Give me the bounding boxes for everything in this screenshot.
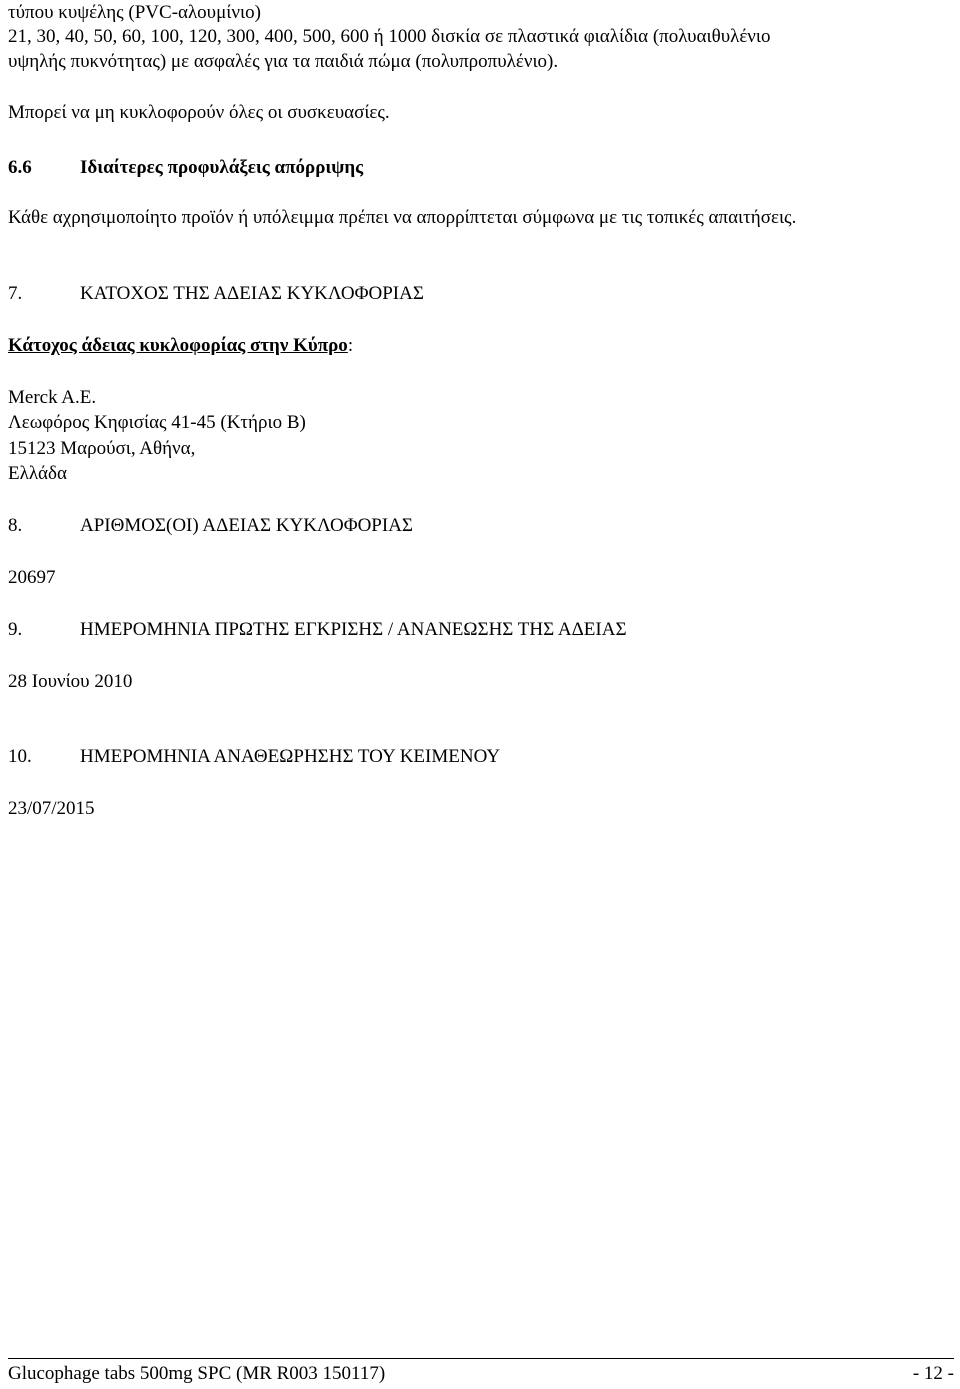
address-line-4: Ελλάδα (8, 463, 67, 484)
section-6-6-title: Ιδιαίτερες προφυλάξεις απόρριψης (80, 157, 364, 178)
section-8-heading (8, 514, 413, 538)
document-page (8, 0, 954, 1389)
address-line-2: Λεωφόρος Κηφισίας 41-45 (Κτήριο Β) (8, 412, 306, 433)
address-line-1: Merck A.E. (8, 387, 97, 408)
footer-document-id: Glucophage tabs 500mg SPC (MR R003 150117) (8, 1363, 386, 1384)
address-line-3: 15123 Μαρούσι, Αθήνα, (8, 438, 196, 459)
packaging-note: Μπορεί να μη κυκλοφορούν όλες οι συσκευασίες. (8, 102, 390, 123)
footer-page-number: - 12 - (912, 1363, 954, 1384)
packaging-line-3: υψηλής πυκνότητας) με ασφαλές για τα παιδιά πώμα (πολυπροπυλένιο). (8, 51, 559, 72)
section-6-6-heading (8, 156, 363, 180)
section-10-number: 10. (8, 746, 32, 767)
section-10-heading (8, 745, 500, 769)
holder-label: Κάτοχος άδειας κυκλοφορίας στην Κύπρο (8, 335, 348, 356)
section-9-title: ΗΜΕΡΟΜΗΝΙΑ ΠΡΩΤΗΣ ΕΓΚΡΙΣΗΣ / ΑΝΑΝΕΩΣΗΣ ΤΗΣ ΑΔΕΙΑΣ (80, 619, 627, 640)
section-7-number: 7. (8, 283, 23, 304)
section-7-title: ΚΑΤΟΧΟΣ ΤΗΣ ΑΔΕΙΑΣ ΚΥΚΛΟΦΟΡΙΑΣ (80, 283, 424, 304)
section-9-number: 9. (8, 619, 23, 640)
holder-label-colon: : (347, 335, 354, 356)
section-6-6-body: Κάθε αχρησιμοποίητο προϊόν ή υπόλειμμα πρέπει να απορρίπτεται σύμφωνα με τις τοπικές απαιτήσεις. (8, 207, 797, 228)
section-7-heading (8, 282, 424, 306)
holder-label-line (8, 334, 353, 358)
footer-divider (8, 1358, 954, 1359)
packaging-line-1: τύπου κυψέλης (PVC-αλουμίνιο) (8, 2, 261, 23)
packaging-line-2: 21, 30, 40, 50, 60, 100, 120, 300, 400, 500, 600 ή 1000 δισκία σε πλαστικά φιαλίδια (πολυαιθυλένιο (8, 26, 771, 47)
section-9-value: 28 Ιουνίου 2010 (8, 671, 133, 692)
section-8-number: 8. (8, 515, 23, 536)
section-9-heading (8, 618, 627, 642)
section-10-value: 23/07/2015 (8, 798, 95, 819)
section-10-title: ΗΜΕΡΟΜΗΝΙΑ ΑΝΑΘΕΩΡΗΣΗΣ ΤΟΥ ΚΕΙΜΕΝΟΥ (80, 746, 501, 767)
section-8-value: 20697 (8, 567, 56, 588)
section-8-title: ΑΡΙΘΜΟΣ(ΟΙ) ΑΔΕΙΑΣ ΚΥΚΛΟΦΟΡΙΑΣ (80, 515, 413, 536)
section-6-6-number: 6.6 (8, 157, 32, 178)
